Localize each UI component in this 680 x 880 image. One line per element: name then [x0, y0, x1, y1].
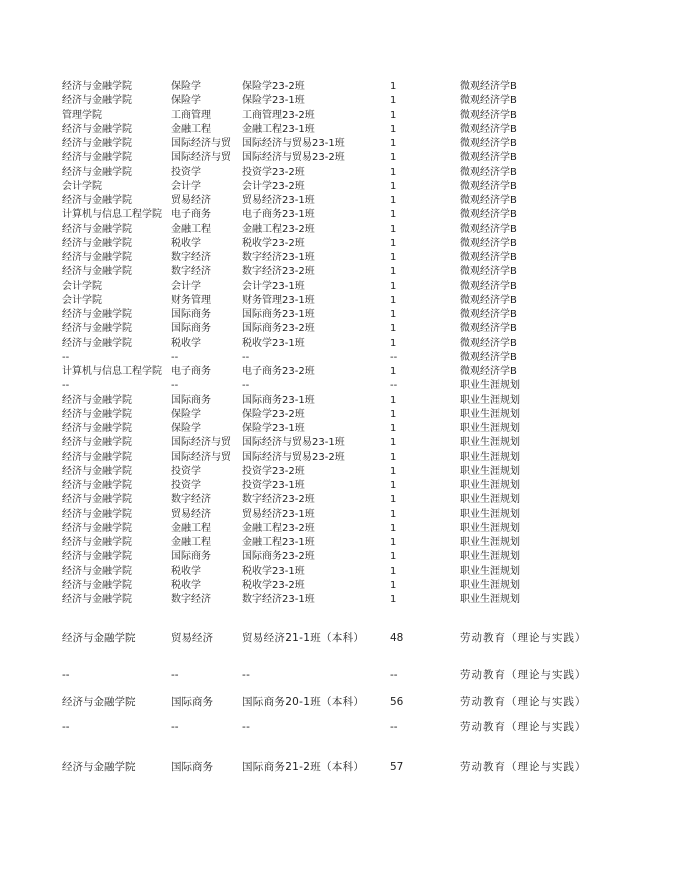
- class-cell: 数字经济23-2班: [242, 266, 315, 278]
- class-cell: 数字经济23-1班: [242, 594, 315, 605]
- count-cell: 1: [390, 237, 397, 249]
- class-cell: 投资学23-2班: [242, 465, 305, 477]
- college-cell: 经济与金融学院: [62, 95, 132, 107]
- college-cell: 经济与金融学院: [62, 138, 132, 149]
- table-row: [0, 522, 680, 536]
- course-cell: 劳动教育（理论与实践）: [460, 696, 587, 708]
- count-cell: 1: [390, 209, 397, 221]
- count-cell: 1: [390, 309, 397, 320]
- class-cell: 国际商务21-2班（本科）: [242, 761, 365, 773]
- college-cell: 经济与金融学院: [62, 537, 132, 548]
- table-row: [0, 550, 680, 564]
- course-cell: 职业生涯规划: [460, 579, 520, 591]
- table-row: [0, 422, 680, 436]
- course-cell: 微观经济学B: [460, 237, 517, 249]
- major-cell: 数字经济: [171, 594, 211, 605]
- college-cell: 经济与金融学院: [62, 195, 132, 206]
- course-cell: 微观经济学B: [460, 294, 517, 306]
- major-cell: 数字经济: [171, 266, 211, 278]
- class-cell: 保险学23-1班: [242, 95, 305, 107]
- class-cell: 国际经济与贸易23-2班: [242, 451, 345, 463]
- major-cell: 保险学: [171, 81, 201, 92]
- count-cell: 1: [390, 423, 397, 434]
- college-cell: 经济与金融学院: [62, 252, 132, 263]
- class-cell: 贸易经济21-1班（本科）: [242, 632, 365, 644]
- count-cell: 1: [390, 408, 397, 420]
- class-cell: 投资学23-2班: [242, 166, 305, 178]
- course-cell: 职业生涯规划: [460, 437, 520, 449]
- college-cell: 经济与金融学院: [62, 152, 132, 164]
- major-cell: 国际经济与贸: [171, 152, 231, 164]
- major-cell: 国际经济与贸: [171, 451, 231, 463]
- college-cell: 经济与金融学院: [62, 565, 132, 577]
- table-row: [0, 465, 680, 479]
- table-row: [0, 151, 680, 165]
- table-row: [0, 579, 680, 593]
- course-cell: 微观经济学B: [460, 95, 517, 107]
- count-cell: 1: [390, 323, 397, 335]
- class-cell: 国际商务23-2班: [242, 551, 315, 563]
- college-cell: 经济与金融学院: [62, 394, 132, 406]
- course-cell: 职业生涯规划: [460, 408, 520, 420]
- class-cell: 会计学23-2班: [242, 180, 305, 192]
- table-row: [0, 720, 680, 734]
- college-cell: 经济与金融学院: [62, 451, 132, 463]
- major-cell: 投资学: [171, 166, 201, 178]
- course-cell: 微观经济学B: [460, 337, 517, 349]
- count-cell: 1: [390, 394, 397, 406]
- count-cell: 1: [390, 480, 397, 491]
- course-cell: 职业生涯规划: [460, 522, 520, 534]
- count-cell: 1: [390, 152, 397, 164]
- college-cell: 计算机与信息工程学院: [62, 209, 162, 221]
- table-row: [0, 479, 680, 493]
- course-cell: 微观经济学B: [460, 309, 517, 320]
- class-cell: --: [242, 669, 251, 681]
- college-cell: --: [62, 351, 70, 363]
- class-cell: --: [242, 380, 250, 392]
- course-cell: 微观经济学B: [460, 138, 517, 149]
- major-cell: 投资学: [171, 465, 201, 477]
- college-cell: 经济与金融学院: [62, 696, 136, 708]
- course-cell: 微观经济学B: [460, 195, 517, 206]
- count-cell: 1: [390, 537, 397, 548]
- count-cell: 1: [390, 451, 397, 463]
- major-cell: 税收学: [171, 337, 201, 349]
- college-cell: 经济与金融学院: [62, 266, 132, 278]
- major-cell: 金融工程: [171, 223, 211, 235]
- class-cell: 保险学23-2班: [242, 408, 305, 420]
- major-cell: 贸易经济: [171, 195, 211, 206]
- class-cell: 投资学23-1班: [242, 480, 305, 491]
- table-row: [0, 508, 680, 522]
- class-cell: 金融工程23-2班: [242, 522, 315, 534]
- count-cell: 1: [390, 494, 397, 506]
- college-cell: 经济与金融学院: [62, 408, 132, 420]
- college-cell: 经济与金融学院: [62, 465, 132, 477]
- count-cell: --: [390, 351, 398, 363]
- count-cell: 1: [390, 138, 397, 149]
- table-row: [0, 80, 680, 94]
- course-cell: 职业生涯规划: [460, 537, 520, 548]
- table-row: [0, 94, 680, 108]
- course-cell: 职业生涯规划: [460, 565, 520, 577]
- count-cell: 1: [390, 565, 397, 577]
- major-cell: 保险学: [171, 408, 201, 420]
- major-cell: 会计学: [171, 280, 201, 292]
- count-cell: 1: [390, 465, 397, 477]
- college-cell: --: [62, 721, 70, 733]
- table-row: [0, 166, 680, 180]
- course-cell: 微观经济学B: [460, 323, 517, 335]
- class-cell: 税收学23-1班: [242, 337, 305, 349]
- course-cell: 职业生涯规划: [460, 423, 520, 434]
- table-row: [0, 593, 680, 607]
- class-cell: 税收学23-2班: [242, 579, 305, 591]
- course-cell: 劳动教育（理论与实践）: [460, 632, 587, 644]
- table-row: [0, 536, 680, 550]
- course-cell: 微观经济学B: [460, 81, 517, 92]
- table-row: [0, 308, 680, 322]
- major-cell: 国际商务: [171, 309, 211, 320]
- course-cell: 职业生涯规划: [460, 494, 520, 506]
- major-cell: --: [171, 669, 179, 681]
- class-cell: 数字经济23-1班: [242, 252, 315, 263]
- course-cell: 微观经济学B: [460, 152, 517, 164]
- table-row: [0, 294, 680, 308]
- table-row: [0, 408, 680, 422]
- college-cell: 经济与金融学院: [62, 761, 136, 773]
- major-cell: --: [171, 380, 179, 392]
- table-row: [0, 180, 680, 194]
- major-cell: 金融工程: [171, 123, 211, 135]
- college-cell: 经济与金融学院: [62, 237, 132, 249]
- table-row: [0, 493, 680, 507]
- table-row: [0, 194, 680, 208]
- count-cell: 1: [390, 180, 397, 192]
- major-cell: 税收学: [171, 237, 201, 249]
- count-cell: 1: [390, 522, 397, 534]
- class-cell: 国际经济与贸易23-1班: [242, 138, 345, 149]
- major-cell: 财务管理: [171, 294, 211, 306]
- major-cell: 税收学: [171, 565, 201, 577]
- college-cell: 经济与金融学院: [62, 309, 132, 320]
- college-cell: 会计学院: [62, 180, 102, 192]
- college-cell: 经济与金融学院: [62, 494, 132, 506]
- major-cell: 国际商务: [171, 323, 211, 335]
- course-cell: 微观经济学B: [460, 123, 517, 135]
- college-cell: 经济与金融学院: [62, 551, 132, 563]
- class-cell: 贸易经济23-1班: [242, 195, 315, 206]
- class-cell: --: [242, 721, 251, 733]
- major-cell: --: [171, 721, 179, 733]
- count-cell: 57: [390, 761, 404, 773]
- count-cell: 1: [390, 81, 397, 92]
- college-cell: 经济与金融学院: [62, 123, 132, 135]
- class-cell: 工商管理23-2班: [242, 109, 315, 121]
- course-cell: 微观经济学B: [460, 109, 517, 121]
- major-cell: 数字经济: [171, 252, 211, 263]
- course-cell: 职业生涯规划: [460, 480, 520, 491]
- college-cell: 经济与金融学院: [62, 437, 132, 449]
- course-cell: 职业生涯规划: [460, 551, 520, 563]
- class-cell: 电子商务23-1班: [242, 209, 315, 221]
- count-cell: 56: [390, 696, 404, 708]
- class-cell: 税收学23-1班: [242, 565, 305, 577]
- class-cell: 保险学23-1班: [242, 423, 305, 434]
- college-cell: 经济与金融学院: [62, 166, 132, 178]
- class-cell: 国际商务20-1班（本科）: [242, 696, 365, 708]
- class-cell: 贸易经济23-1班: [242, 508, 315, 520]
- table-row: [0, 237, 680, 251]
- table-row: [0, 760, 680, 774]
- class-cell: 金融工程23-1班: [242, 123, 315, 135]
- major-cell: 国际经济与贸: [171, 437, 231, 449]
- course-cell: 微观经济学B: [460, 366, 517, 377]
- course-cell: 劳动教育（理论与实践）: [460, 721, 587, 733]
- major-cell: 贸易经济: [171, 632, 213, 644]
- table-row: [0, 695, 680, 709]
- table-row: [0, 109, 680, 123]
- count-cell: 1: [390, 337, 397, 349]
- table-row: [0, 223, 680, 237]
- count-cell: 48: [390, 632, 404, 644]
- course-cell: 微观经济学B: [460, 252, 517, 263]
- course-cell: 微观经济学B: [460, 266, 517, 278]
- class-cell: 电子商务23-2班: [242, 366, 315, 377]
- count-cell: 1: [390, 551, 397, 563]
- count-cell: 1: [390, 195, 397, 206]
- class-cell: 税收学23-2班: [242, 237, 305, 249]
- count-cell: 1: [390, 594, 397, 605]
- major-cell: 保险学: [171, 423, 201, 434]
- college-cell: 经济与金融学院: [62, 579, 132, 591]
- major-cell: 国际商务: [171, 551, 211, 563]
- count-cell: 1: [390, 266, 397, 278]
- table-row: [0, 394, 680, 408]
- course-cell: 微观经济学B: [460, 223, 517, 235]
- course-cell: 职业生涯规划: [460, 508, 520, 520]
- course-cell: 微观经济学B: [460, 280, 517, 292]
- count-cell: --: [390, 721, 398, 733]
- class-cell: 数字经济23-2班: [242, 494, 315, 506]
- major-cell: 电子商务: [171, 209, 211, 221]
- course-cell: 职业生涯规划: [460, 380, 520, 392]
- table-row: [0, 565, 680, 579]
- course-cell: 微观经济学B: [460, 351, 517, 363]
- class-cell: 财务管理23-1班: [242, 294, 315, 306]
- table-row: [0, 379, 680, 393]
- course-cell: 职业生涯规划: [460, 594, 520, 605]
- table-row: [0, 137, 680, 151]
- major-cell: 投资学: [171, 480, 201, 491]
- table-row: [0, 365, 680, 379]
- major-cell: 保险学: [171, 95, 201, 107]
- table-row: [0, 337, 680, 351]
- class-cell: 国际商务23-1班: [242, 394, 315, 406]
- table-row: [0, 123, 680, 137]
- course-cell: 微观经济学B: [460, 166, 517, 178]
- class-cell: 国际商务23-2班: [242, 323, 315, 335]
- major-cell: 国际商务: [171, 761, 213, 773]
- count-cell: 1: [390, 252, 397, 263]
- college-cell: 经济与金融学院: [62, 594, 132, 605]
- class-cell: 国际商务23-1班: [242, 309, 315, 320]
- course-cell: 职业生涯规划: [460, 465, 520, 477]
- major-cell: 国际商务: [171, 696, 213, 708]
- count-cell: 1: [390, 95, 397, 107]
- college-cell: 会计学院: [62, 280, 102, 292]
- class-cell: 保险学23-2班: [242, 81, 305, 92]
- college-cell: 管理学院: [62, 109, 102, 121]
- major-cell: 会计学: [171, 180, 201, 192]
- class-cell: 会计学23-1班: [242, 280, 305, 292]
- table-row: [0, 208, 680, 222]
- count-cell: 1: [390, 280, 397, 292]
- major-cell: 工商管理: [171, 109, 211, 121]
- college-cell: 经济与金融学院: [62, 480, 132, 491]
- course-cell: 劳动教育（理论与实践）: [460, 669, 587, 681]
- course-cell: 职业生涯规划: [460, 394, 520, 406]
- college-cell: 计算机与信息工程学院: [62, 366, 162, 377]
- table-row: [0, 351, 680, 365]
- table-row: [0, 631, 680, 645]
- table-row: [0, 265, 680, 279]
- table-row: [0, 280, 680, 294]
- major-cell: 数字经济: [171, 494, 211, 506]
- table-row: [0, 436, 680, 450]
- class-cell: 金融工程23-1班: [242, 537, 315, 548]
- college-cell: 经济与金融学院: [62, 323, 132, 335]
- table-row: [0, 451, 680, 465]
- count-cell: 1: [390, 437, 397, 449]
- table-row: [0, 251, 680, 265]
- class-cell: 国际经济与贸易23-2班: [242, 152, 345, 164]
- college-cell: --: [62, 380, 70, 392]
- count-cell: 1: [390, 223, 397, 235]
- college-cell: 经济与金融学院: [62, 632, 136, 644]
- count-cell: 1: [390, 508, 397, 520]
- college-cell: 经济与金融学院: [62, 337, 132, 349]
- class-cell: --: [242, 351, 250, 363]
- college-cell: 经济与金融学院: [62, 223, 132, 235]
- major-cell: 国际经济与贸: [171, 138, 231, 149]
- class-cell: 金融工程23-2班: [242, 223, 315, 235]
- class-cell: 国际经济与贸易23-1班: [242, 437, 345, 449]
- table-row: [0, 322, 680, 336]
- count-cell: 1: [390, 109, 397, 121]
- major-cell: 金融工程: [171, 537, 211, 548]
- course-cell: 职业生涯规划: [460, 451, 520, 463]
- major-cell: 税收学: [171, 579, 201, 591]
- course-cell: 微观经济学B: [460, 180, 517, 192]
- count-cell: 1: [390, 366, 397, 377]
- college-cell: 经济与金融学院: [62, 423, 132, 434]
- major-cell: --: [171, 351, 179, 363]
- major-cell: 国际商务: [171, 394, 211, 406]
- count-cell: 1: [390, 579, 397, 591]
- major-cell: 贸易经济: [171, 508, 211, 520]
- count-cell: 1: [390, 123, 397, 135]
- count-cell: --: [390, 669, 398, 681]
- college-cell: --: [62, 669, 70, 681]
- count-cell: 1: [390, 294, 397, 306]
- table-row: [0, 668, 680, 682]
- college-cell: 经济与金融学院: [62, 522, 132, 534]
- college-cell: 会计学院: [62, 294, 102, 306]
- count-cell: --: [390, 380, 398, 392]
- college-cell: 经济与金融学院: [62, 81, 132, 92]
- course-cell: 劳动教育（理论与实践）: [460, 761, 587, 773]
- course-cell: 微观经济学B: [460, 209, 517, 221]
- major-cell: 金融工程: [171, 522, 211, 534]
- major-cell: 电子商务: [171, 366, 211, 377]
- college-cell: 经济与金融学院: [62, 508, 132, 520]
- count-cell: 1: [390, 166, 397, 178]
